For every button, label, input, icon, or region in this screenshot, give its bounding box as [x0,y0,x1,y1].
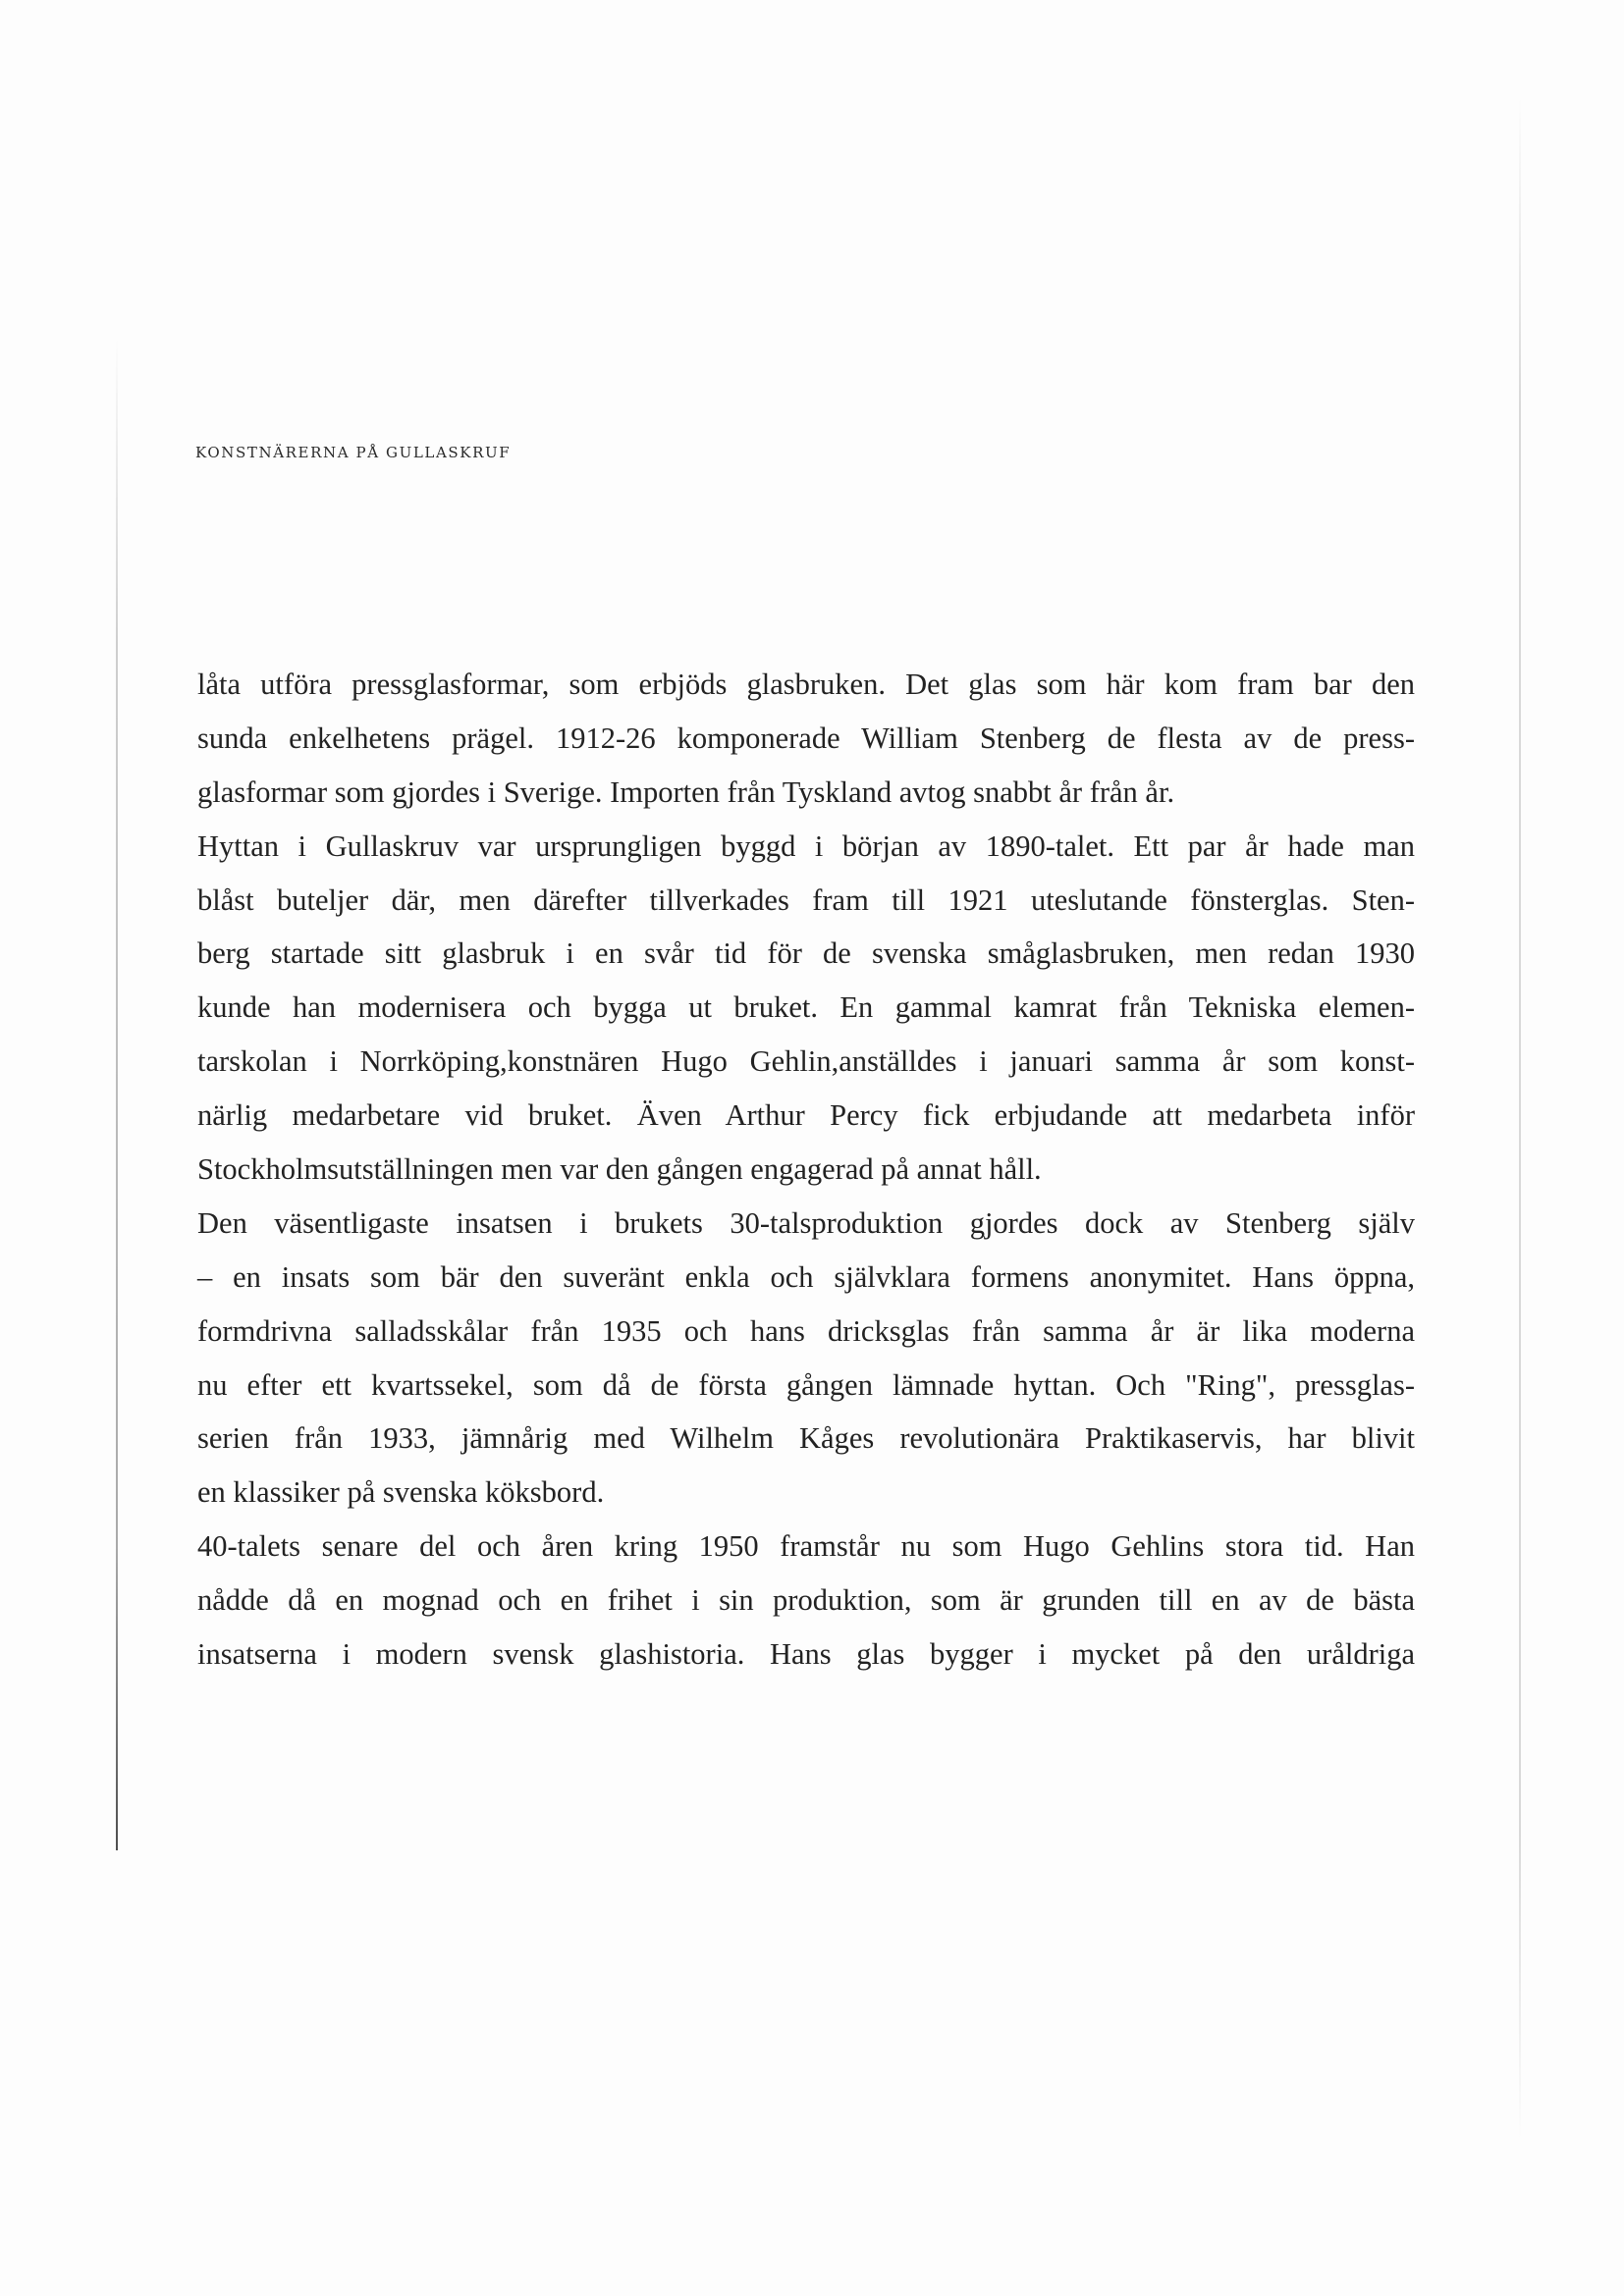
text-line: berg startade sitt glasbruk i en svår tid för de svenska småglasbruken, men redan 1930 [197,936,1415,971]
text-line: Den väsentligaste insatsen i brukets 30-talsproduktion gjordes dock av Stenberg själv [197,1205,1415,1240]
text-line: – en insats som bär den suveränt enkla och självklara formens anonymitet. Hans öppna, [197,1259,1415,1294]
text-line: låta utföra pressglasformar, som erbjöds glasbruken. Det glas som här kom fram bar den [197,667,1415,701]
text-line: närlig medarbetare vid bruket. Även Arthur Percy fick erbjudande att medarbeta inför [197,1098,1415,1133]
text-line: formdrivna salladsskålar från 1935 och hans dricksglas från samma år är lika moderna [197,1313,1415,1348]
text-line: en klassiker på svenska köksbord. [197,1475,605,1510]
text-line: serien från 1933, jämnårig med Wilhelm Kåges revolutionära Praktikaservis, har blivit [197,1421,1415,1456]
text-line: blåst buteljer där, men därefter tillverkades fram till 1921 uteslutande fönsterglas. Sten- [197,882,1415,917]
text-line: Hyttan i Gullaskruv var ursprungligen byggd i början av 1890-talet. Ett par år hade man [197,828,1415,863]
text-line: sunda enkelhetens prägel. 1912-26 komponerade William Stenberg de flesta av de press- [197,721,1415,755]
text-line: Stockholmsutställningen men var den gången engagerad på annat håll. [197,1152,1042,1187]
page-gutter-edge-left [116,339,118,1850]
text-line: nu efter ett kvartssekel, som då de första gången lämnade hyttan. Och "Ring", pressglas- [197,1367,1415,1402]
text-line: nådde då en mognad och en frihet i sin produktion, som är grunden till en av de bästa [197,1583,1415,1618]
body-text [197,658,1415,1682]
running-head: KONSTNÄRERNA PÅ GULLASKRUF [195,444,512,461]
page-edge-right [1519,98,1521,2140]
text-line: 40-talets senare del och åren kring 1950 framstår nu som Hugo Gehlins stora tid. Han [197,1529,1415,1564]
text-line: tarskolan i Norrköping,konstnären Hugo Gehlin,anställdes i januari samma år som konst- [197,1044,1415,1079]
text-line: insatserna i modern svensk glashistoria. Hans glas bygger i mycket på den uråldriga [197,1637,1415,1672]
text-line: glasformar som gjordes i Sverige. Importen från Tyskland avtog snabbt år från år. [197,774,1175,809]
text-line: kunde han modernisera och bygga ut bruket. En gammal kamrat från Tekniska elemen- [197,990,1415,1025]
